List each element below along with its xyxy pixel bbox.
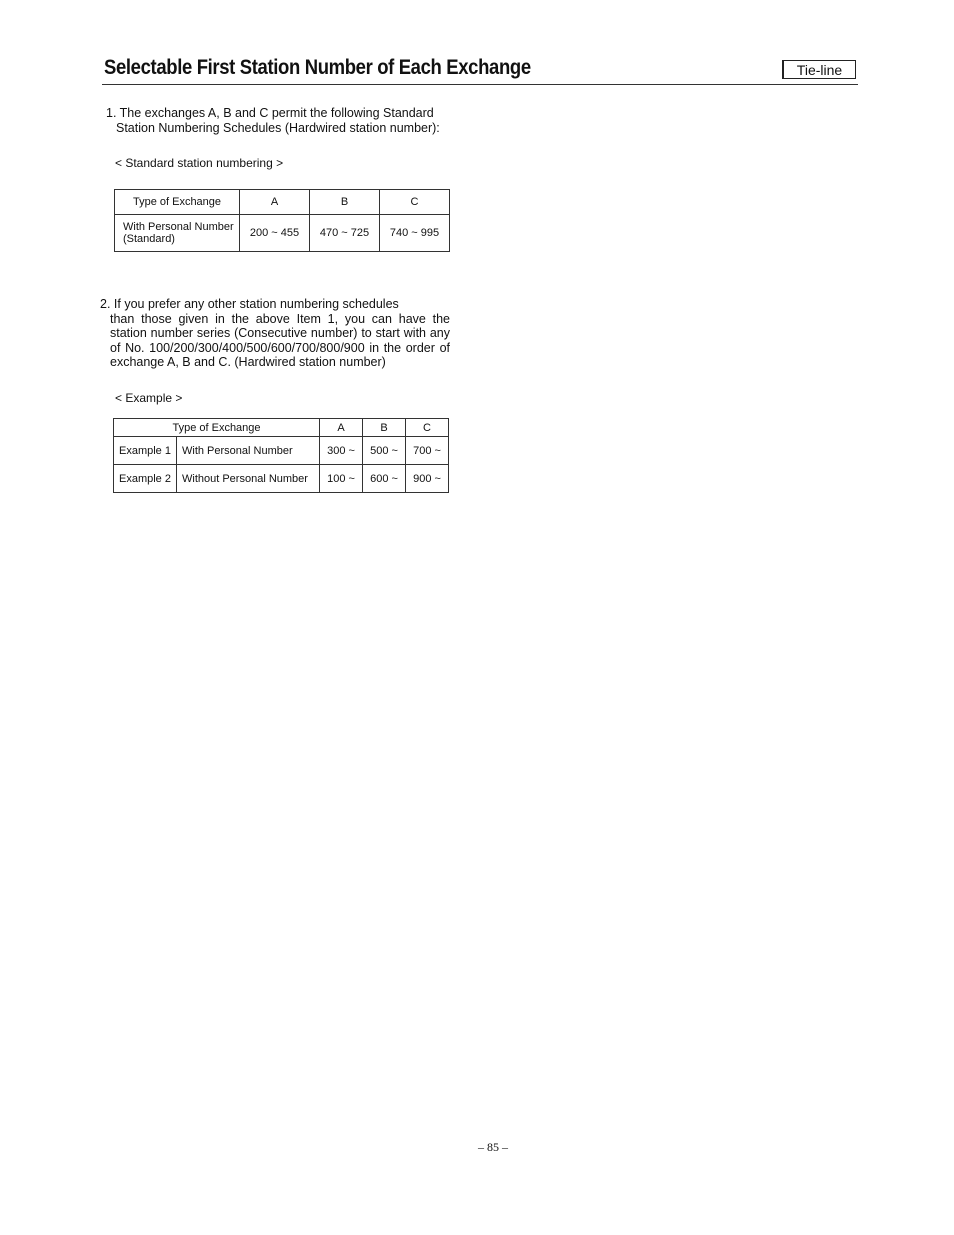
table-cell: 500 ~: [363, 437, 406, 465]
table-cell: 700 ~: [406, 437, 449, 465]
section-tag: Tie-line: [782, 60, 856, 79]
table-header-row: [115, 190, 450, 215]
table-cell: 200 ~ 455: [240, 215, 310, 252]
table-header-cell: A: [240, 190, 310, 215]
table-row: [114, 465, 449, 493]
table-row: [115, 215, 450, 252]
item-1-first-line: 1. The exchanges A, B and C permit the following Standard: [106, 106, 434, 120]
item-1-paragraph: [106, 106, 451, 135]
item-2-paragraph: [100, 297, 450, 370]
table-header-cell: C: [380, 190, 450, 215]
item-2-text: than those given in the above Item 1, you can have the station number series (Consecutive number) to start with any of No. 100/200/300/400/500/600/700/800/900 in the order of exchange A, B and C. (Hardwired station number): [110, 311, 450, 369]
table-header-cell: C: [406, 419, 449, 437]
item-1-text: Station Numbering Schedules (Hardwired station number):: [116, 120, 440, 135]
table-header-cell: A: [320, 419, 363, 437]
standard-numbering-table: [114, 189, 450, 252]
example-numbering-table: [113, 418, 449, 493]
example-label: Example 2: [114, 465, 177, 493]
table-cell: 300 ~: [320, 437, 363, 465]
table-cell: 600 ~: [363, 465, 406, 493]
exchange-type: Without Personal Number: [177, 465, 320, 493]
table-cell: 470 ~ 725: [310, 215, 380, 252]
item-2-first-line: 2. If you prefer any other station numbering schedules: [100, 297, 399, 311]
table-cell: 740 ~ 995: [380, 215, 450, 252]
title-rule: [102, 84, 858, 85]
table-header-row: [114, 419, 449, 437]
table-row-label: With Personal Number (Standard): [115, 215, 240, 252]
table-header-cell: B: [363, 419, 406, 437]
table-row: [114, 437, 449, 465]
table-header-cell: Type of Exchange: [114, 419, 320, 437]
page-title: Selectable First Station Number of Each Exchange: [104, 56, 531, 79]
example-caption: < Example >: [115, 391, 183, 405]
page-number: – 85 –: [478, 1140, 508, 1154]
table-header-cell: B: [310, 190, 380, 215]
table-header-cell: Type of Exchange: [115, 190, 240, 215]
table-cell: 100 ~: [320, 465, 363, 493]
example-label: Example 1: [114, 437, 177, 465]
table-cell: 900 ~: [406, 465, 449, 493]
standard-numbering-caption: < Standard station numbering >: [115, 156, 284, 170]
exchange-type: With Personal Number: [177, 437, 320, 465]
